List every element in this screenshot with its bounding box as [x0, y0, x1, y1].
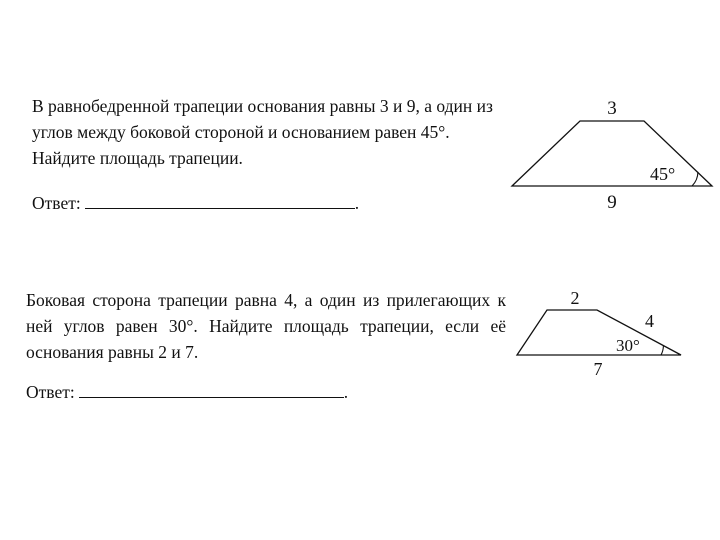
- bottom-base-label: 7: [593, 359, 603, 379]
- answer-blank-line: [85, 207, 355, 209]
- problem-2-text: Боковая сторона трапеции равна 4, а один из прилегающих к ней углов равен 30°. Найдите площадь трапеции, если её основания равны 2 и 7.: [26, 290, 506, 362]
- bottom-base-label: 9: [607, 192, 617, 213]
- angle-arc-30: [661, 346, 663, 355]
- angle-arc-45: [692, 172, 698, 186]
- trapezoid-figure-2: [505, 285, 695, 380]
- answer-end: .: [343, 382, 349, 402]
- top-base-label: 2: [570, 288, 580, 308]
- top-base-label: 3: [607, 98, 617, 119]
- problem-1-text: В равнобедренной трапеции основания равны 3 и 9, а один из углов между боковой стороной и основанием равен 45°. Найдите площадь трапеции.: [32, 96, 493, 168]
- side-label: 4: [645, 311, 654, 331]
- angle-label: 30°: [616, 336, 640, 355]
- problem-1-answer: [32, 193, 359, 214]
- trapezoid-1-shape: [512, 121, 712, 186]
- answer-blank-line: [79, 396, 344, 398]
- angle-label: 45°: [650, 164, 676, 184]
- trapezoid-2-shape: [517, 310, 681, 355]
- problem-2-answer: [26, 382, 348, 403]
- answer-label: Ответ:: [26, 382, 75, 402]
- trapezoid-figure-1: [500, 90, 720, 220]
- answer-end: .: [354, 193, 360, 213]
- answer-label: Ответ:: [32, 193, 81, 213]
